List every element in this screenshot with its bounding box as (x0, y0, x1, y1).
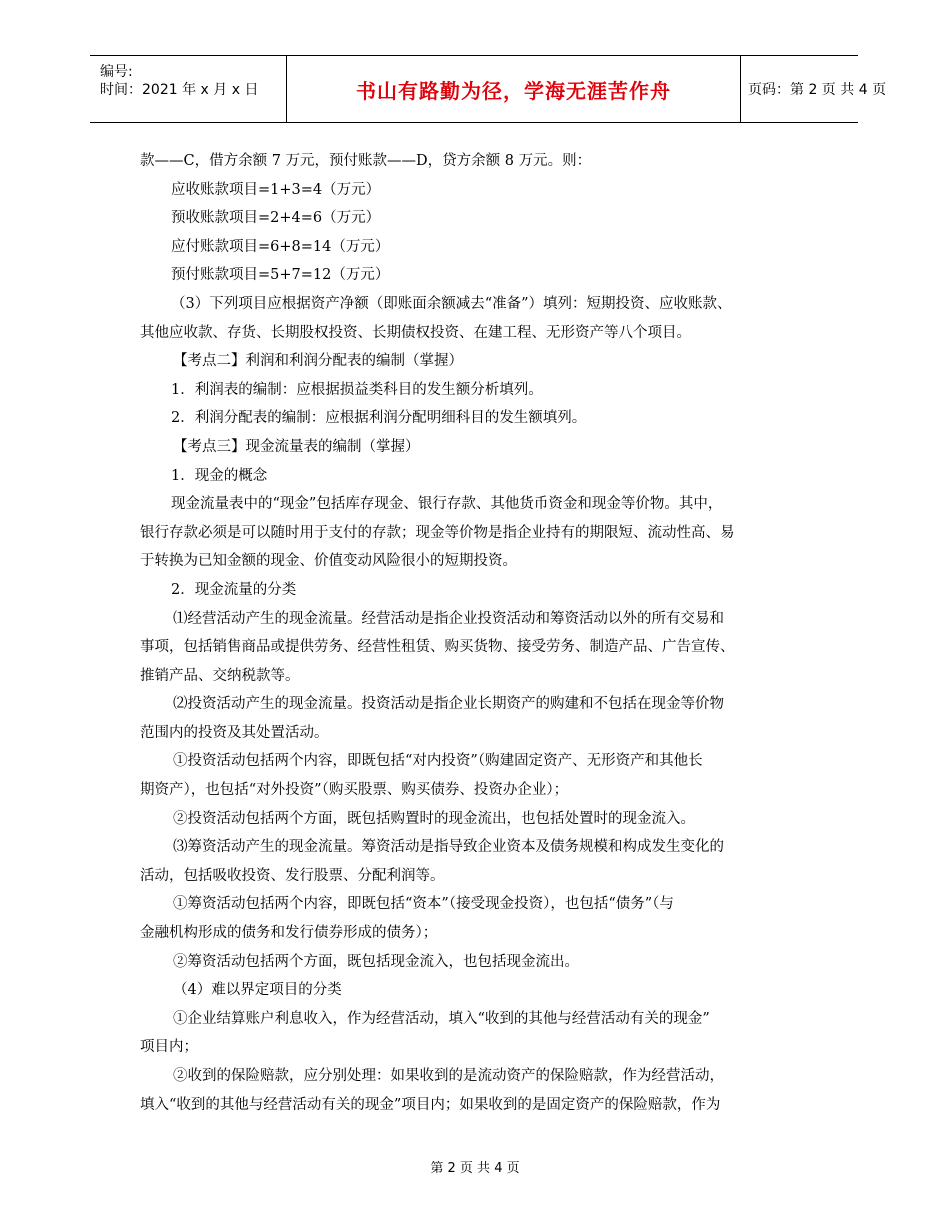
body-line: ②收到的保险赔款，应分别处理：如果收到的是流动资产的保险赔款，作为经营活动， (173, 1068, 724, 1084)
document-body (140, 147, 820, 1119)
section-heading: 【考点二】利润和利润分配表的编制（掌握） (173, 353, 463, 370)
body-line: 期资产），也包括“对外投资”（购买股票、购买债券、投资办企业）； (140, 782, 569, 799)
body-line: 预付账款项目=5+7=12（万元） (171, 267, 390, 284)
body-line: 填入“收到的其他与经营活动有关的现金”项目内；如果收到的是固定资产的保险赔款，作为 (140, 1096, 721, 1113)
page-header (90, 55, 887, 123)
body-line: ①筹资活动包括两个内容，即既包括“资本”（接受现金投资），也包括“债务”（与 (173, 896, 674, 913)
body-line: 其他应收款、存货、长期股权投资、长期债权投资、在建工程、无形资产等八个项目。 (140, 324, 691, 341)
body-line: ②投资活动包括两个方面，既包括购置时的现金流出，也包括处置时的现金流入。 (173, 810, 695, 827)
body-line: 活动，包括吸收投资、发行股票、分配利润等。 (140, 867, 445, 884)
body-line: 款——C，借方余额 7 万元，预付账款——D，贷方余额 8 万元。则： (140, 153, 592, 169)
body-line: 预收账款项目=2+4=6（万元） (171, 210, 381, 227)
body-line: （4）难以界定项目的分类 (173, 982, 342, 999)
body-line: 1．现金的概念 (171, 467, 268, 484)
body-line: 范围内的投资及其处置活动。 (140, 724, 329, 741)
body-line: ①投资活动包括两个内容，即既包括“对内投资”（购建固定资产、无形资产和其他长 (173, 753, 703, 770)
time-label: 时间：2021 年 x 月 x 日 (100, 82, 259, 98)
body-line: 事项，包括销售商品或提供劳务、经营性租赁、购买货物、接受劳务、制造产品、广告宣传、 (140, 639, 735, 656)
body-line: 项目内； (140, 1039, 198, 1056)
body-line: ⑴经营活动产生的现金流量。经营活动是指企业投资活动和筹资活动以外的所有交易和 (173, 610, 724, 627)
body-line: 于转换为已知金额的现金、价值变动风险很小的短期投资。 (140, 553, 517, 570)
page-footer: 第 2 页 共 4 页 (430, 1161, 520, 1176)
body-line: ②筹资活动包括两个方面，既包括现金流入，也包括现金流出。 (173, 953, 579, 970)
body-line: 应收账款项目=1+3=4（万元） (171, 181, 381, 198)
body-line: 应付账款项目=6+8=14（万元） (171, 238, 390, 255)
number-label: 编号: (100, 64, 133, 80)
body-line: ⑵投资活动产生的现金流量。投资活动是指企业长期资产的购建和不包括在现金等价物 (173, 696, 724, 713)
body-line: 现金流量表中的“现金”包括库存现金、银行存款、其他货币资金和现金等价物。其中， (171, 496, 723, 513)
header-meta (90, 56, 286, 122)
header-motto: 书山有路勤为径，学海无涯苦作舟 (286, 56, 741, 122)
body-line: 1．利润表的编制：应根据损益类科目的发生额分析填列。 (171, 381, 543, 398)
header-page-info: 页码：第 2 页 共 4 页 (748, 82, 887, 98)
body-line: 金融机构形成的债务和发行债券形成的债务）； (140, 925, 438, 942)
body-line: （3）下列项目应根据资产净额（即账面余额减去“准备”）填列：短期投资、应收账款、 (171, 295, 732, 312)
body-line: 2．现金流量的分类 (171, 581, 297, 598)
body-line: 银行存款必须是可以随时用于支付的存款；现金等价物是指企业持有的期限短、流动性高、易 (140, 524, 735, 541)
body-line: 推销产品、交纳税款等。 (140, 667, 300, 684)
section-heading: 【考点三】现金流量表的编制（掌握） (173, 438, 420, 455)
body-line: ⑶筹资活动产生的现金流量。筹资活动是指导致企业资本及债务规模和构成发生变化的 (173, 839, 724, 856)
body-line: ①企业结算账户利息收入，作为经营活动，填入“收到的其他与经营活动有关的现金” (173, 1010, 710, 1027)
body-line: 2．利润分配表的编制：应根据利润分配明细科目的发生额填列。 (171, 410, 587, 427)
